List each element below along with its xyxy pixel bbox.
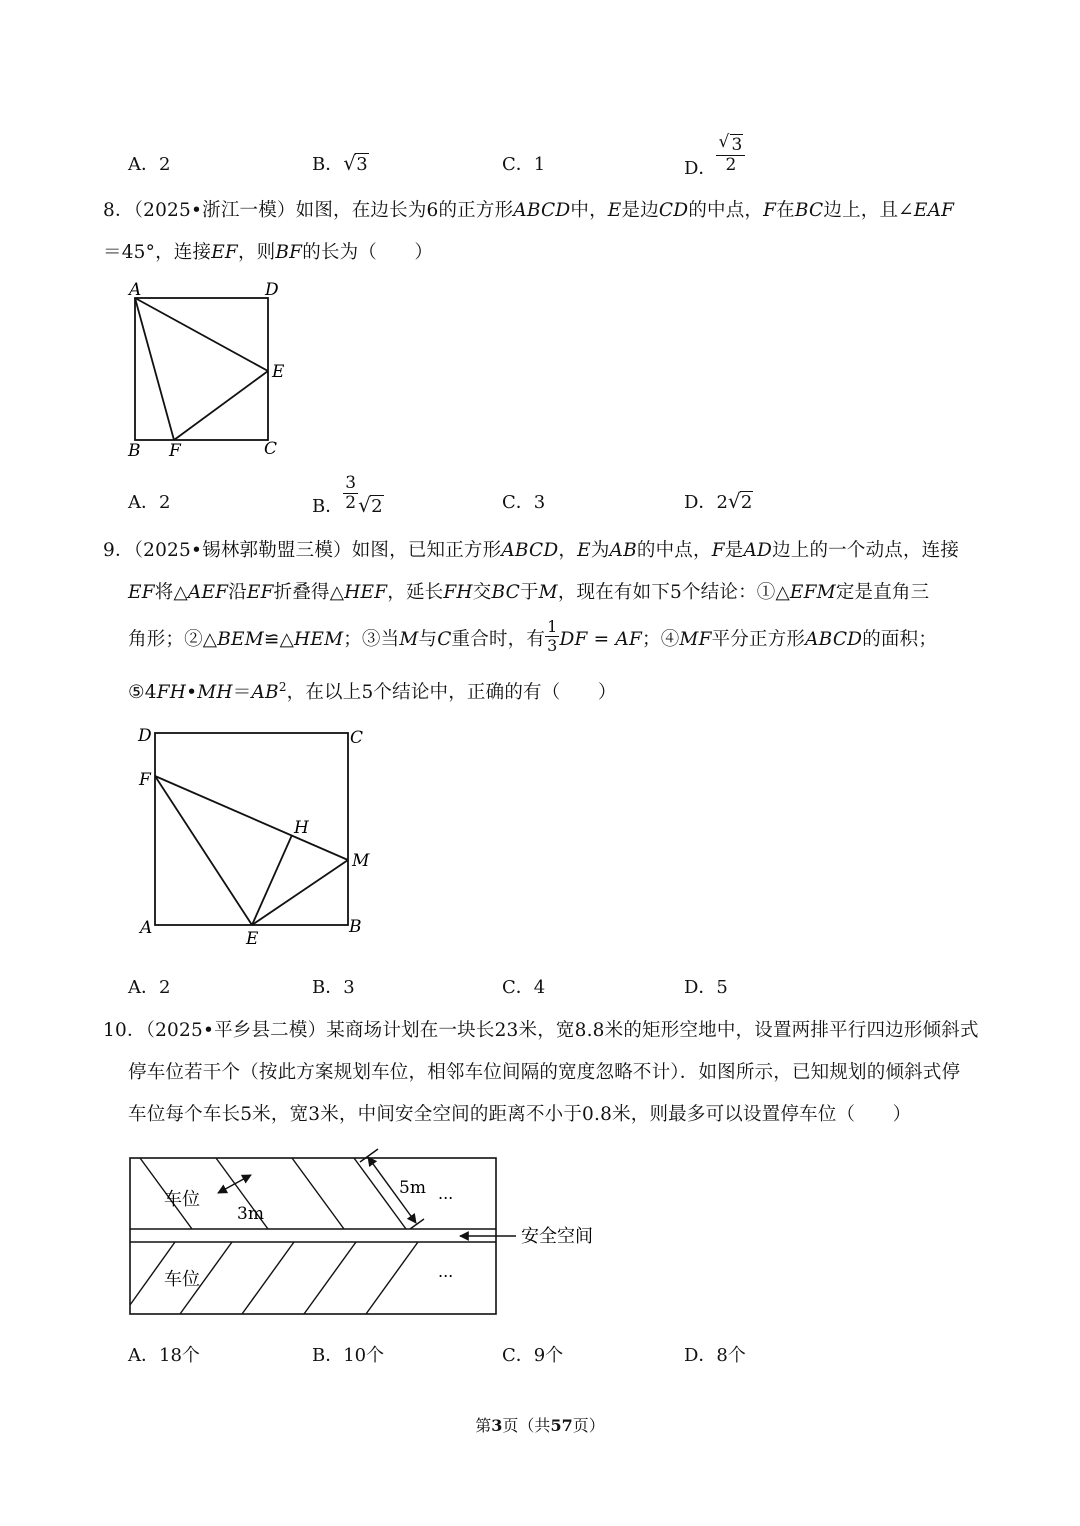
q9-stem-line-4	[128, 678, 617, 704]
q9-var: M	[399, 629, 419, 651]
q9-text: 角形；②△	[128, 629, 218, 651]
q9-var: F	[711, 540, 725, 561]
q10-parking-figure	[120, 1145, 620, 1325]
q9-text: 的面积；	[862, 629, 938, 651]
q9-var: HEM	[294, 629, 344, 651]
q9-text: 边上的一个动点，连接	[772, 540, 960, 561]
q10-label-safety: 安全空间	[521, 1226, 593, 1247]
q9-var: AEF	[187, 582, 229, 603]
q8-stem-line-1	[103, 196, 954, 222]
q8-option-b-den: 2	[345, 492, 357, 513]
q9-text: 将△	[154, 582, 188, 603]
q8-label-a: A	[129, 280, 142, 300]
q9-var: AB	[251, 682, 279, 703]
q8-var: ABCD	[513, 200, 571, 221]
q8-var: F	[763, 200, 777, 221]
q9-text: ；③当	[343, 629, 400, 651]
q9-var: EFM	[789, 582, 836, 603]
q8-text: 的长为（ ）	[302, 242, 434, 263]
q10-label-width: 3m	[237, 1204, 264, 1224]
q9-frac-den: 3	[547, 635, 558, 655]
q9-var: FH	[156, 682, 187, 703]
page-footer	[0, 1413, 1080, 1436]
q9-segment-fm	[155, 776, 348, 860]
q9-text: 是	[724, 540, 744, 561]
q8-var: BF	[275, 242, 303, 263]
q9-var: C	[437, 629, 452, 651]
q9-text: ，在以上5个结论中，正确的有（ ）	[286, 682, 617, 703]
q9-label-b: B	[349, 917, 362, 937]
q8-option-b-sqrt: √ 2	[358, 493, 383, 518]
q9-frac-num: 1	[547, 617, 558, 636]
q8-text: 的中点，	[688, 200, 764, 221]
q9-text: 9．（2025•锡林郭勒盟三模）如图，已知正方形	[103, 540, 502, 561]
q8-option-b-radicand: 2	[371, 496, 383, 518]
q7-option-a: A．2	[128, 154, 171, 175]
q8-option-d-sqrt: √ 2	[727, 489, 753, 513]
q8-var: EAF	[913, 200, 955, 221]
q10-stem-line-2: 停车位若干个（按此方案规划车位，相邻车位间隔的宽度忽略不计）．如图所示，已知规划的倾斜式停	[128, 1062, 961, 1083]
q9-var: BC	[491, 582, 520, 603]
q10-option-b: B．10个	[312, 1345, 385, 1366]
q9-text: =	[587, 629, 616, 651]
q8-var: E	[607, 200, 622, 221]
q9-var: EF	[128, 582, 155, 603]
q10-lot-outline	[130, 1158, 496, 1314]
q8-var: BC	[794, 200, 824, 221]
q9-text: 折叠得△	[273, 582, 345, 603]
q8-label-d: D	[265, 280, 279, 300]
q9-label-e: E	[246, 929, 259, 949]
q9-var: MF	[679, 629, 712, 651]
q9-var: AF	[615, 629, 643, 651]
q9-label-a: A	[140, 918, 153, 938]
q9-label-c: C	[350, 728, 364, 748]
q8-label-c: C	[264, 439, 278, 459]
q8-square-figure	[120, 275, 300, 465]
q9-text: 为	[590, 540, 610, 561]
q7-option-d	[684, 132, 745, 180]
q9-fraction	[545, 618, 559, 654]
q8-text: 是边	[621, 200, 659, 221]
q9-text: ⑤4	[128, 682, 157, 703]
q9-text: ，延长	[387, 582, 444, 603]
q9-option-b: B．3	[312, 977, 355, 998]
q9-text: ，	[558, 540, 578, 561]
q8-option-d	[684, 488, 753, 514]
q10-label-parking-top: 车位	[164, 1189, 200, 1210]
q8-var: CD	[658, 200, 689, 221]
footer-text: 第	[475, 1416, 492, 1435]
footer-text: 页）	[572, 1416, 605, 1435]
q9-text: 于	[519, 582, 539, 603]
q9-text: 交	[472, 582, 492, 603]
q8-option-b-prefix: B．	[312, 496, 344, 518]
q8-option-b	[312, 473, 384, 518]
q8-label-f: F	[169, 441, 181, 461]
footer-total-pages: 57	[550, 1416, 573, 1435]
q8-option-a: A．2	[128, 492, 171, 513]
q9-square-abcd	[155, 733, 348, 925]
q9-var: ABCD	[501, 540, 559, 561]
q9-text: 重合时，有	[451, 629, 546, 651]
q9-var: BEM	[217, 629, 264, 651]
q9-option-c: C．4	[502, 977, 546, 998]
q9-var: EF	[246, 582, 274, 603]
q9-var: AB	[609, 540, 637, 561]
q8-option-b-fraction	[343, 474, 358, 512]
q8-segment-ef	[174, 371, 268, 440]
q9-square-figure	[130, 720, 380, 950]
q9-label-h: H	[294, 818, 309, 838]
q9-var: HEF	[344, 582, 388, 603]
q10-label-dots-bottom: ...	[438, 1262, 454, 1281]
q8-segment-ae	[135, 298, 268, 371]
q10-stem-line-1: 10．（2025•平乡县二模）某商场计划在一块长23米，宽8.8米的矩形空地中，设置两排平行四边形倾斜式	[103, 1020, 979, 1041]
q9-stem-line-2	[128, 578, 929, 604]
q7-option-d-num-radicand: 3	[731, 135, 743, 155]
q8-option-d-coef: 2	[716, 492, 728, 513]
q9-stem-line-3	[128, 617, 938, 658]
q10-width-arrow	[218, 1175, 251, 1193]
q10-bottom-slant	[366, 1242, 418, 1314]
q9-text: ≌△	[263, 629, 295, 651]
q10-length-tick-top	[360, 1149, 378, 1162]
q8-segment-af	[135, 298, 174, 440]
q8-var: EF	[211, 242, 238, 263]
q9-text: ，现在有如下5个结论：①△	[557, 582, 790, 603]
q8-text: 中，	[570, 200, 608, 221]
q10-label-length: 5m	[399, 1178, 426, 1198]
q9-option-a: A．2	[128, 977, 171, 998]
q7-option-d-den: 2	[725, 154, 737, 175]
q9-text: 平分正方形	[711, 629, 806, 651]
q8-stem-line-2	[103, 238, 433, 264]
q8-text: 在	[776, 200, 795, 221]
q9-var: M	[538, 582, 558, 603]
q8-label-b: B	[128, 441, 141, 461]
q9-text: ＝	[232, 682, 252, 703]
q9-text: 定是直角三	[835, 582, 930, 603]
q8-option-d-radicand: 2	[740, 492, 753, 513]
q8-option-d-prefix: D．	[684, 492, 717, 513]
q9-label-m: M	[352, 851, 370, 871]
q9-text: ；④	[642, 629, 680, 651]
q9-var: DF	[559, 629, 588, 651]
q9-text: 与	[418, 629, 438, 651]
q9-var: E	[577, 540, 591, 561]
q9-option-d: D．5	[684, 977, 728, 998]
q9-var: AD	[743, 540, 773, 561]
q9-var: FH	[443, 582, 473, 603]
q10-option-d: D．8个	[684, 1345, 746, 1366]
q8-label-e: E	[272, 362, 285, 382]
q7-option-c: C．1	[502, 154, 546, 175]
q9-segment-fe	[155, 776, 252, 925]
q10-bottom-slant	[242, 1242, 294, 1314]
q7-option-d-prefix: D．	[684, 158, 717, 180]
q9-label-f: F	[139, 770, 151, 790]
q8-text: 边上，且∠	[823, 200, 914, 221]
q9-var: MH	[197, 682, 233, 703]
q10-stem-line-3: 车位每个车长5米，宽3米，中间安全空间的距离不小于0.8米，则最多可以设置停车位（ ）	[128, 1104, 912, 1125]
q8-text: 8．（2025•浙江一模）如图，在边长为6的正方形	[103, 200, 514, 221]
q10-option-a: A．18个	[128, 1345, 200, 1366]
q10-length-tick-bottom	[410, 1219, 424, 1229]
q8-text: ，则	[237, 242, 276, 263]
q9-superscript: 2	[278, 679, 287, 694]
q10-option-c: C．9个	[502, 1345, 564, 1366]
q10-bottom-slant	[304, 1242, 356, 1314]
q8-option-b-num: 3	[345, 473, 357, 493]
q9-text: 沿	[228, 582, 247, 603]
q8-option-c: C．3	[502, 492, 546, 513]
q9-var: ABCD	[805, 629, 863, 651]
q7-option-b-sqrt: √ 3	[343, 151, 368, 175]
footer-text: 页（共	[502, 1416, 551, 1435]
q7-option-b-radicand: 3	[356, 154, 368, 175]
q9-label-d: D	[138, 726, 152, 746]
q7-option-b	[312, 150, 369, 176]
q7-option-d-fraction: √ 3 2	[716, 136, 745, 174]
q7-option-b-prefix: B．	[312, 154, 344, 175]
q9-text: •	[186, 682, 198, 703]
q10-label-dots-top: ...	[438, 1184, 454, 1203]
footer-page-number: 3	[491, 1416, 503, 1435]
q8-text: ＝45°，连接	[103, 242, 212, 263]
q9-text: 的中点，	[636, 540, 712, 561]
q9-stem-line-1	[103, 536, 959, 562]
q10-label-parking-bottom: 车位	[164, 1269, 200, 1290]
q10-top-slant	[292, 1158, 344, 1229]
